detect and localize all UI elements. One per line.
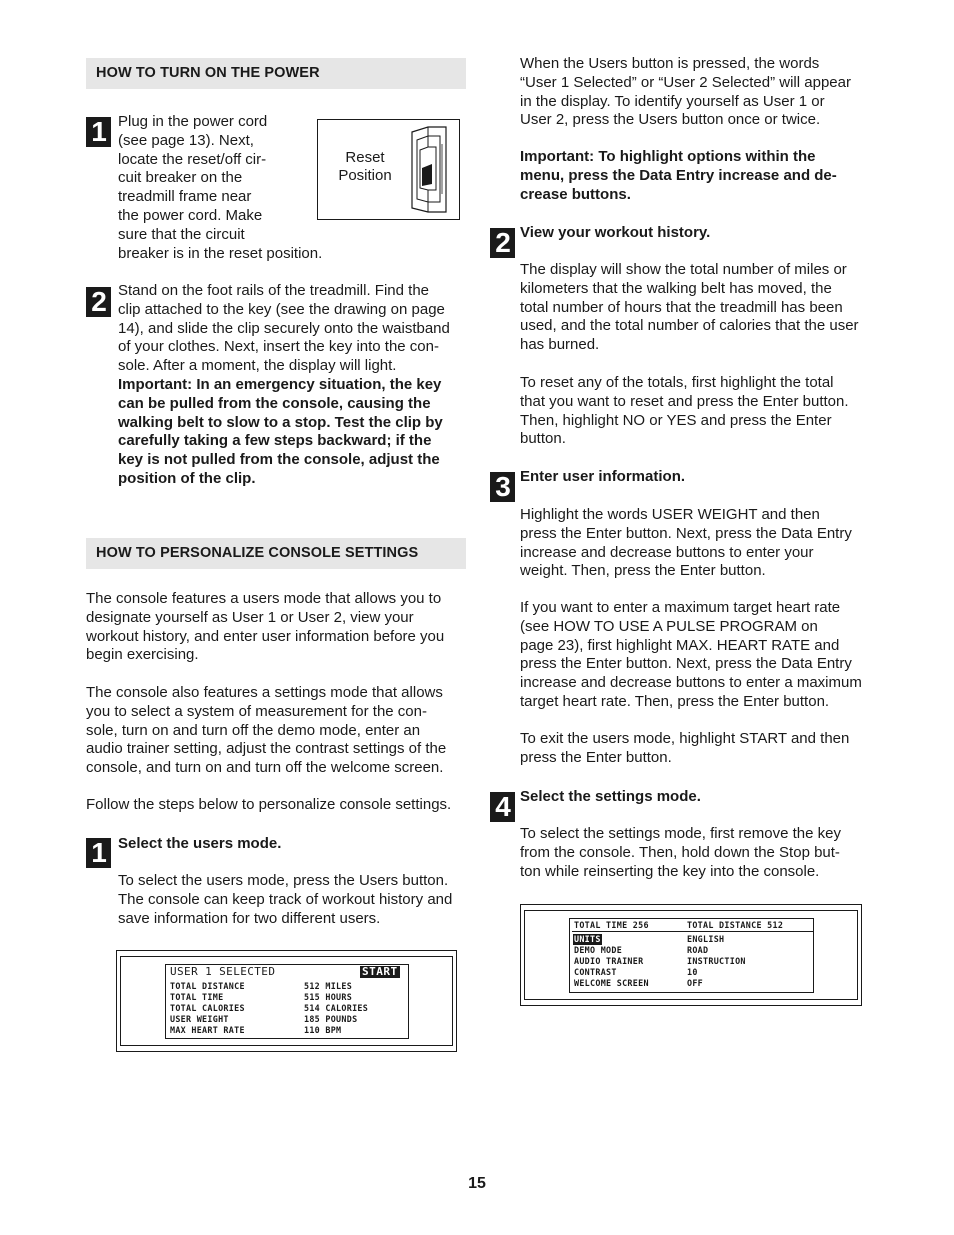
personalize-step1-text [118, 872, 478, 928]
text-line: breaker is in the reset position. [118, 244, 323, 262]
important-line: key is not pulled from the console, adjust the [118, 451, 440, 469]
text-line: sure that the circuit [118, 225, 245, 243]
lcd-row-value: 110 BPM [304, 1025, 342, 1035]
text-line: press the Enter button. [520, 748, 672, 766]
text-line: The console also features a settings mode that allows [86, 684, 443, 701]
important-note [520, 148, 880, 204]
text-line: If you want to enter a maximum target heart rate [520, 599, 841, 616]
text-line: press the Enter button. Next, press the Data Entry [520, 524, 852, 542]
text-line: Stand on the foot rails of the treadmill. Find the [118, 282, 430, 299]
lcd-row-label: AUDIO TRAINER [574, 956, 644, 966]
lcd-row-value: 185 POUNDS [304, 1014, 358, 1024]
step-number-4: 4 [490, 792, 515, 822]
text-line: used, and the total number of calories that the user [520, 317, 859, 335]
text-line: has burned. [520, 336, 600, 354]
lcd-row-label-highlighted: UNITS [574, 934, 601, 944]
text-line: from the console. Then, hold down the Stop but- [520, 843, 840, 861]
lcd-divider [572, 931, 814, 932]
text-line: The console can keep track of workout history and [118, 890, 453, 908]
lcd-row-value: ROAD [687, 945, 709, 955]
text-line: sole. After a moment, the display will light. [118, 357, 397, 375]
lcd-row-value: 512 MILES [304, 981, 353, 991]
text-line: sole, turn on and turn off the demo mode, enter an [86, 721, 421, 739]
lcd-display-settings [520, 904, 862, 1006]
lcd-row-label: WELCOME SCREEN [574, 978, 649, 988]
lcd-row-label: CONTRAST [574, 967, 617, 977]
step-number-2: 2 [86, 287, 111, 317]
text-line: Plug in the power cord [118, 113, 268, 130]
text-line: that you want to reset and press the Enter button. [520, 392, 849, 410]
text-line: of your clothes. Next, insert the key into the con- [118, 338, 439, 356]
lcd-row-label: TOTAL DISTANCE [170, 981, 245, 991]
text-line: console, and turn on and turn off the welcome screen. [86, 759, 444, 777]
reset-label-line1: Reset [345, 149, 385, 166]
lcd-row-value: ENGLISH [687, 934, 725, 944]
important-line: position of the clip. [118, 469, 256, 487]
important-line: Important: In an emergency situation, the key [118, 375, 442, 393]
lcd-screen [569, 918, 814, 993]
text-line: treadmill frame near [118, 188, 252, 206]
step-title: Select the settings mode. [520, 788, 701, 805]
text-line: To reset any of the totals, first highlight the total [520, 374, 834, 391]
text-line: total number of hours that the treadmill has been [520, 298, 843, 316]
text-line: “User 1 Selected” or “User 2 Selected” will appear [520, 73, 851, 91]
lcd-row-value: 515 HOURS [304, 992, 353, 1002]
lcd-row-value: 10 [687, 967, 698, 977]
lcd-row-label: USER WEIGHT [170, 1014, 229, 1024]
text-line: kilometers that the walking belt has moved, the [520, 279, 832, 297]
text-line: To select the settings mode, first remove the key [520, 825, 841, 842]
section-heading-power: HOW TO TURN ON THE POWER [86, 58, 466, 89]
lcd-row-value: OFF [687, 978, 704, 988]
lcd-row-value: INSTRUCTION [687, 956, 746, 966]
step2-para2 [520, 374, 880, 449]
text-line: begin exercising. [86, 646, 199, 664]
text-line: The display will show the total number of miles or [520, 261, 847, 278]
text-line: (see page 13). Next, [118, 131, 254, 149]
step3-para3 [520, 730, 880, 768]
text-line: When the Users button is pressed, the words [520, 55, 820, 72]
important-line: carefully taking a few steps backward; if the [118, 432, 432, 450]
text-line: crease buttons. [520, 185, 631, 203]
circuit-breaker-drawing [406, 124, 456, 216]
step-title: View your workout history. [520, 224, 711, 241]
text-line: menu, press the Data Entry increase and de- [520, 166, 837, 184]
text-line: To select the users mode, press the Users button. [118, 872, 449, 889]
text-line: weight. Then, press the Enter button. [520, 562, 766, 580]
text-line: save information for two different users. [118, 909, 381, 927]
text-line: in the display. To identify yourself as User 1 or [520, 92, 825, 110]
lcd-row-value: 514 CALORIES [304, 1003, 369, 1013]
text-line: audio trainer setting, adjust the contrast settings of the [86, 740, 447, 758]
step-number-3: 3 [490, 472, 515, 502]
power-step2-text [118, 282, 478, 489]
lcd-display-users [116, 950, 457, 1052]
reset-label-line2: Position [338, 166, 392, 184]
step-number-1: 1 [86, 838, 111, 868]
text-line: Important: To highlight options within the [520, 148, 816, 165]
step4-para1 [520, 825, 880, 881]
step3-para1 [520, 506, 880, 581]
lcd-header-right: TOTAL DISTANCE 512 [687, 920, 784, 930]
reset-position-diagram [317, 119, 460, 220]
text-line: Follow the steps below to personalize console settings. [86, 796, 452, 813]
text-line: The console features a users mode that allows you to [86, 590, 442, 607]
step3-para2 [520, 599, 880, 712]
text-line: press the Enter button. Next, press the Data Entry [520, 655, 852, 673]
lcd-row-label: TOTAL TIME [170, 992, 224, 1002]
text-line: (see HOW TO USE A PULSE PROGRAM on [520, 617, 818, 635]
text-line: cuit breaker on the [118, 169, 243, 187]
step-number-2: 2 [490, 228, 515, 258]
text-line: User 2, press the Users button once or twice. [520, 111, 821, 129]
text-line: page 23), first highlight MAX. HEART RATE and [520, 636, 840, 654]
personalize-para1 [86, 590, 476, 665]
text-line: Then, highlight NO or YES and press the Enter [520, 411, 832, 429]
text-line: target heart rate. Then, press the Enter button. [520, 692, 830, 710]
text-line: increase and decrease buttons to enter a maximum [520, 674, 862, 692]
section-heading-personalize: HOW TO PERSONALIZE CONSOLE SETTINGS [86, 538, 466, 569]
text-line: clip attached to the key (see the drawing on page [118, 300, 445, 318]
lcd-row-label: TOTAL CALORIES [170, 1003, 245, 1013]
text-line: 14), and slide the clip securely onto the waistband [118, 319, 450, 337]
lcd-header-left: TOTAL TIME 256 [574, 920, 649, 930]
text-line: To exit the users mode, highlight START and then [520, 730, 850, 747]
lcd-row-label: DEMO MODE [574, 945, 623, 955]
important-line: walking belt to slow to a stop. Test the clip by [118, 413, 443, 431]
text-line: designate yourself as User 1 or User 2, view your [86, 608, 414, 626]
lcd-row-label: MAX HEART RATE [170, 1025, 245, 1035]
text-line: button. [520, 430, 566, 448]
step-title: Select the users mode. [118, 835, 282, 852]
lcd-screen [165, 964, 409, 1039]
page-number: 15 [468, 1175, 486, 1192]
text-line: locate the reset/off cir- [118, 150, 267, 168]
personalize-para2 [86, 684, 476, 778]
reset-label [328, 149, 402, 184]
text-line: the power cord. Make [118, 206, 263, 224]
step-title: Enter user information. [520, 468, 686, 485]
start-indicator: START [362, 965, 398, 978]
lcd-title: USER 1 SELECTED [170, 965, 276, 978]
personalize-para3 [86, 796, 476, 815]
step2-para1 [520, 261, 880, 355]
step-number-1: 1 [86, 117, 111, 147]
text-line: ton while reinserting the key into the console. [520, 862, 820, 880]
text-line: increase and decrease buttons to enter your [520, 543, 814, 561]
text-line: Highlight the words USER WEIGHT and then [520, 506, 820, 523]
users-intro-text [520, 55, 880, 130]
text-line: workout history, and enter user information before you [86, 627, 445, 645]
important-line: can be pulled from the console, causing the [118, 394, 431, 412]
text-line: you to select a system of measurement for the con- [86, 702, 427, 720]
